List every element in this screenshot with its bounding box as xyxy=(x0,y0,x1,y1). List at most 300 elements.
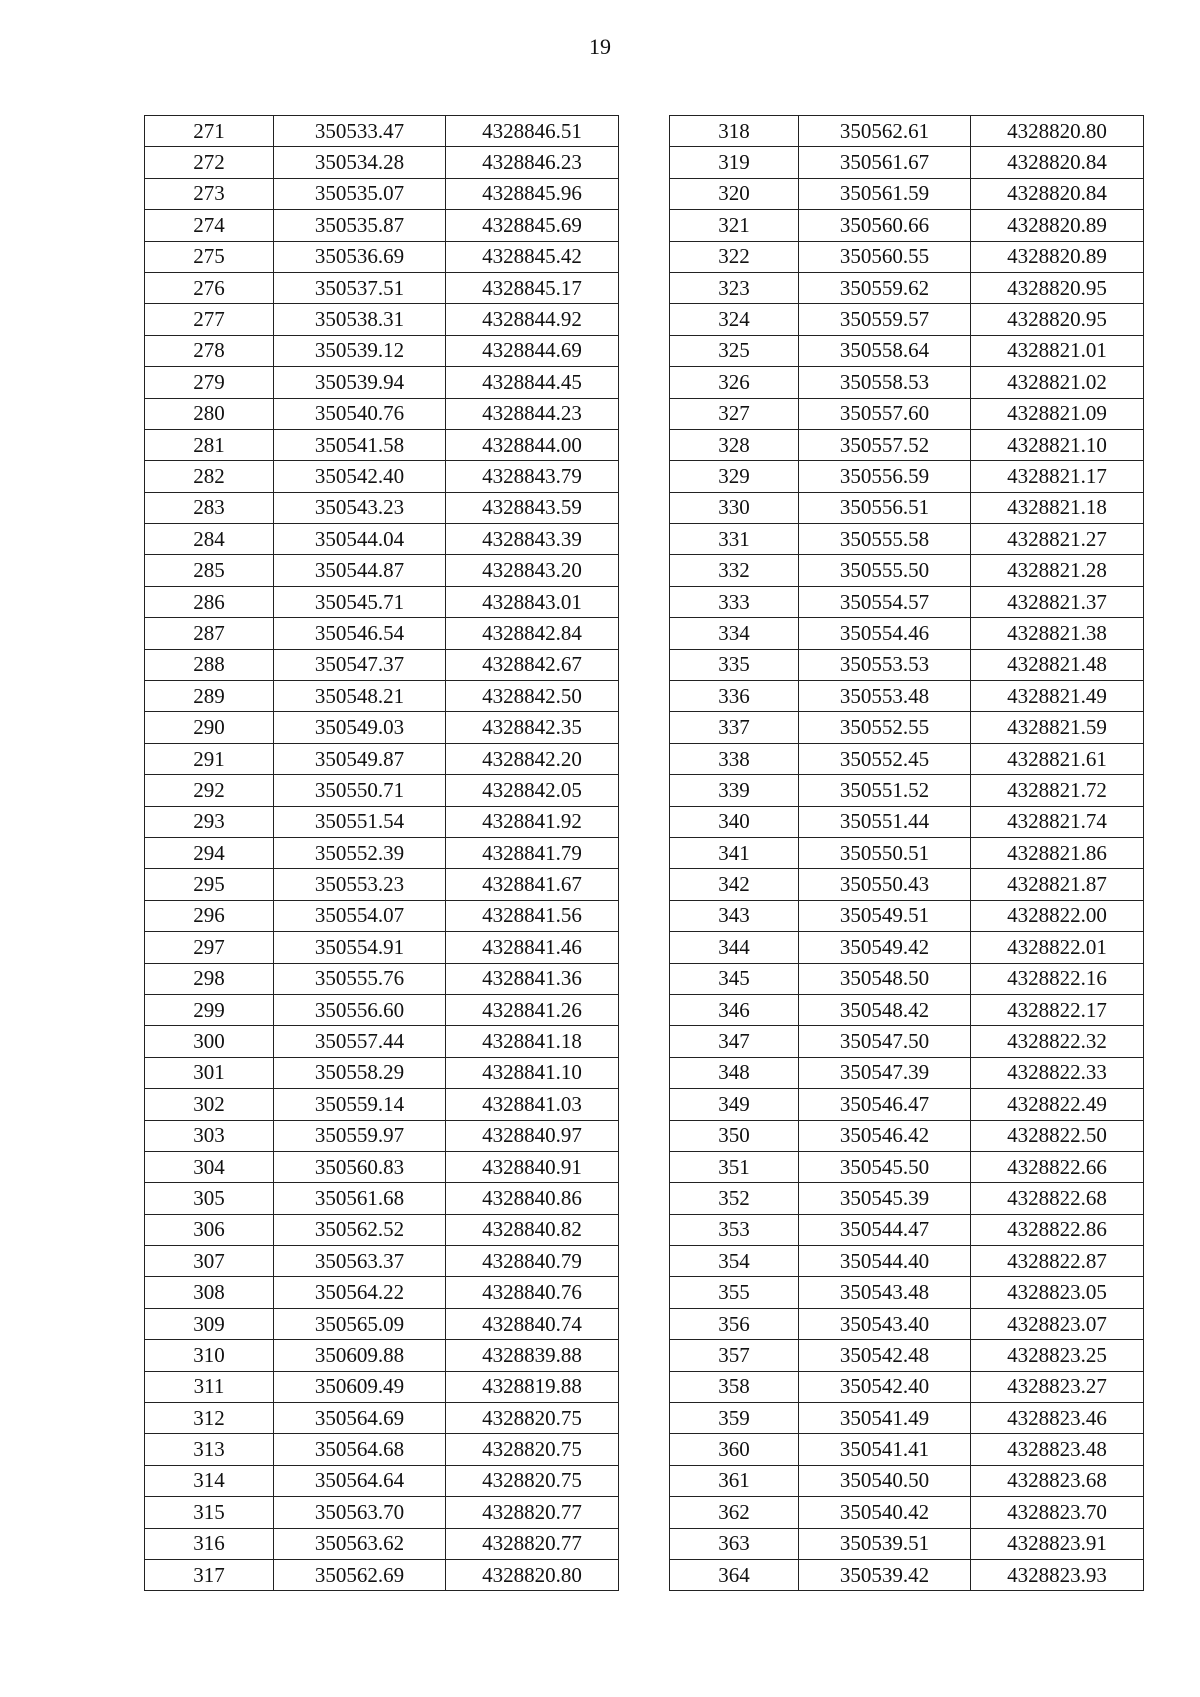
y-coordinate-cell: 4328821.48 xyxy=(971,649,1144,680)
point-number-cell: 293 xyxy=(145,806,274,837)
point-number-cell: 296 xyxy=(145,900,274,931)
table-row xyxy=(670,1559,1144,1590)
y-coordinate-cell: 4328841.26 xyxy=(446,994,619,1025)
y-coordinate-cell: 4328841.92 xyxy=(446,806,619,837)
x-coordinate-cell: 350560.55 xyxy=(799,241,971,272)
table-row xyxy=(145,743,619,774)
x-coordinate-cell: 350542.40 xyxy=(799,1371,971,1402)
x-coordinate-cell: 350561.67 xyxy=(799,147,971,178)
point-number-cell: 295 xyxy=(145,869,274,900)
x-coordinate-cell: 350546.47 xyxy=(799,1089,971,1120)
x-coordinate-cell: 350535.07 xyxy=(274,178,446,209)
y-coordinate-cell: 4328842.05 xyxy=(446,775,619,806)
table-row xyxy=(670,1057,1144,1088)
x-coordinate-cell: 350540.76 xyxy=(274,398,446,429)
y-coordinate-cell: 4328845.17 xyxy=(446,272,619,303)
x-coordinate-cell: 350553.23 xyxy=(274,869,446,900)
y-coordinate-cell: 4328822.49 xyxy=(971,1089,1144,1120)
table-row xyxy=(670,837,1144,868)
x-coordinate-cell: 350563.70 xyxy=(274,1497,446,1528)
x-coordinate-cell: 350549.87 xyxy=(274,743,446,774)
table-row xyxy=(145,900,619,931)
x-coordinate-cell: 350561.68 xyxy=(274,1183,446,1214)
point-number-cell: 289 xyxy=(145,681,274,712)
y-coordinate-cell: 4328820.95 xyxy=(971,272,1144,303)
table-row xyxy=(670,398,1144,429)
y-coordinate-cell: 4328822.66 xyxy=(971,1151,1144,1182)
point-number-cell: 342 xyxy=(670,869,799,900)
table-row xyxy=(670,1308,1144,1339)
y-coordinate-cell: 4328842.50 xyxy=(446,681,619,712)
point-number-cell: 329 xyxy=(670,461,799,492)
table-row xyxy=(145,1246,619,1277)
y-coordinate-cell: 4328840.76 xyxy=(446,1277,619,1308)
x-coordinate-cell: 350559.57 xyxy=(799,304,971,335)
x-coordinate-cell: 350552.39 xyxy=(274,837,446,868)
table-row xyxy=(145,1057,619,1088)
point-number-cell: 355 xyxy=(670,1277,799,1308)
table-row xyxy=(145,618,619,649)
table-row xyxy=(145,1183,619,1214)
x-coordinate-cell: 350557.52 xyxy=(799,429,971,460)
y-coordinate-cell: 4328823.93 xyxy=(971,1559,1144,1590)
table-row xyxy=(145,272,619,303)
x-coordinate-cell: 350557.60 xyxy=(799,398,971,429)
x-coordinate-cell: 350551.44 xyxy=(799,806,971,837)
y-coordinate-cell: 4328823.68 xyxy=(971,1465,1144,1496)
x-coordinate-cell: 350543.48 xyxy=(799,1277,971,1308)
y-coordinate-cell: 4328843.20 xyxy=(446,555,619,586)
point-number-cell: 325 xyxy=(670,335,799,366)
y-coordinate-cell: 4328820.84 xyxy=(971,178,1144,209)
point-number-cell: 332 xyxy=(670,555,799,586)
table-row xyxy=(145,1277,619,1308)
x-coordinate-cell: 350543.40 xyxy=(799,1308,971,1339)
table-row xyxy=(145,994,619,1025)
point-number-cell: 276 xyxy=(145,272,274,303)
table-row xyxy=(670,712,1144,743)
table-row xyxy=(670,681,1144,712)
y-coordinate-cell: 4328840.91 xyxy=(446,1151,619,1182)
point-number-cell: 357 xyxy=(670,1340,799,1371)
x-coordinate-cell: 350539.51 xyxy=(799,1528,971,1559)
table-row xyxy=(670,178,1144,209)
y-coordinate-cell: 4328821.27 xyxy=(971,524,1144,555)
y-coordinate-cell: 4328840.79 xyxy=(446,1246,619,1277)
table-row xyxy=(670,116,1144,147)
table-row xyxy=(145,681,619,712)
point-number-cell: 336 xyxy=(670,681,799,712)
y-coordinate-cell: 4328823.07 xyxy=(971,1308,1144,1339)
table-row xyxy=(670,1340,1144,1371)
point-number-cell: 305 xyxy=(145,1183,274,1214)
y-coordinate-cell: 4328823.25 xyxy=(971,1340,1144,1371)
point-number-cell: 272 xyxy=(145,147,274,178)
y-coordinate-cell: 4328844.45 xyxy=(446,367,619,398)
table-row xyxy=(670,241,1144,272)
point-number-cell: 341 xyxy=(670,837,799,868)
point-number-cell: 363 xyxy=(670,1528,799,1559)
table-row xyxy=(145,869,619,900)
y-coordinate-cell: 4328845.42 xyxy=(446,241,619,272)
table-row xyxy=(145,1434,619,1465)
x-coordinate-cell: 350536.69 xyxy=(274,241,446,272)
table-row xyxy=(670,147,1144,178)
table-row xyxy=(670,1246,1144,1277)
point-number-cell: 327 xyxy=(670,398,799,429)
point-number-cell: 343 xyxy=(670,900,799,931)
y-coordinate-cell: 4328840.86 xyxy=(446,1183,619,1214)
table-row xyxy=(145,1403,619,1434)
table-row xyxy=(670,963,1144,994)
y-coordinate-cell: 4328821.38 xyxy=(971,618,1144,649)
point-number-cell: 300 xyxy=(145,1026,274,1057)
x-coordinate-cell: 350548.50 xyxy=(799,963,971,994)
point-number-cell: 323 xyxy=(670,272,799,303)
table-row xyxy=(670,524,1144,555)
x-coordinate-cell: 350551.54 xyxy=(274,806,446,837)
point-number-cell: 284 xyxy=(145,524,274,555)
point-number-cell: 351 xyxy=(670,1151,799,1182)
y-coordinate-cell: 4328821.72 xyxy=(971,775,1144,806)
point-number-cell: 312 xyxy=(145,1403,274,1434)
point-number-cell: 281 xyxy=(145,429,274,460)
table-row xyxy=(670,1528,1144,1559)
table-row xyxy=(145,429,619,460)
y-coordinate-cell: 4328843.01 xyxy=(446,586,619,617)
x-coordinate-cell: 350556.59 xyxy=(799,461,971,492)
table-row xyxy=(145,963,619,994)
y-coordinate-cell: 4328821.17 xyxy=(971,461,1144,492)
point-number-cell: 352 xyxy=(670,1183,799,1214)
point-number-cell: 320 xyxy=(670,178,799,209)
x-coordinate-cell: 350555.76 xyxy=(274,963,446,994)
y-coordinate-cell: 4328841.56 xyxy=(446,900,619,931)
x-coordinate-cell: 350562.61 xyxy=(799,116,971,147)
point-number-cell: 275 xyxy=(145,241,274,272)
table-row xyxy=(670,994,1144,1025)
y-coordinate-cell: 4328843.79 xyxy=(446,461,619,492)
table-row xyxy=(670,335,1144,366)
x-coordinate-cell: 350555.58 xyxy=(799,524,971,555)
y-coordinate-cell: 4328844.00 xyxy=(446,429,619,460)
coordinates-table-right xyxy=(669,115,1144,1591)
point-number-cell: 290 xyxy=(145,712,274,743)
y-coordinate-cell: 4328821.59 xyxy=(971,712,1144,743)
y-coordinate-cell: 4328840.97 xyxy=(446,1120,619,1151)
point-number-cell: 313 xyxy=(145,1434,274,1465)
point-number-cell: 280 xyxy=(145,398,274,429)
x-coordinate-cell: 350559.62 xyxy=(799,272,971,303)
x-coordinate-cell: 350560.83 xyxy=(274,1151,446,1182)
y-coordinate-cell: 4328821.02 xyxy=(971,367,1144,398)
y-coordinate-cell: 4328820.80 xyxy=(446,1559,619,1590)
table-row xyxy=(145,367,619,398)
point-number-cell: 328 xyxy=(670,429,799,460)
point-number-cell: 285 xyxy=(145,555,274,586)
y-coordinate-cell: 4328846.51 xyxy=(446,116,619,147)
x-coordinate-cell: 350554.46 xyxy=(799,618,971,649)
table-row xyxy=(670,1497,1144,1528)
point-number-cell: 271 xyxy=(145,116,274,147)
table-row xyxy=(145,1089,619,1120)
y-coordinate-cell: 4328822.87 xyxy=(971,1246,1144,1277)
table-row xyxy=(145,492,619,523)
point-number-cell: 311 xyxy=(145,1371,274,1402)
table-row xyxy=(145,524,619,555)
x-coordinate-cell: 350535.87 xyxy=(274,210,446,241)
x-coordinate-cell: 350547.50 xyxy=(799,1026,971,1057)
y-coordinate-cell: 4328823.05 xyxy=(971,1277,1144,1308)
x-coordinate-cell: 350609.88 xyxy=(274,1340,446,1371)
x-coordinate-cell: 350539.12 xyxy=(274,335,446,366)
point-number-cell: 346 xyxy=(670,994,799,1025)
point-number-cell: 298 xyxy=(145,963,274,994)
point-number-cell: 317 xyxy=(145,1559,274,1590)
y-coordinate-cell: 4328822.01 xyxy=(971,932,1144,963)
point-number-cell: 361 xyxy=(670,1465,799,1496)
y-coordinate-cell: 4328821.86 xyxy=(971,837,1144,868)
x-coordinate-cell: 350556.60 xyxy=(274,994,446,1025)
y-coordinate-cell: 4328821.49 xyxy=(971,681,1144,712)
point-number-cell: 354 xyxy=(670,1246,799,1277)
x-coordinate-cell: 350562.69 xyxy=(274,1559,446,1590)
point-number-cell: 322 xyxy=(670,241,799,272)
x-coordinate-cell: 350609.49 xyxy=(274,1371,446,1402)
point-number-cell: 339 xyxy=(670,775,799,806)
point-number-cell: 331 xyxy=(670,524,799,555)
table-row xyxy=(145,335,619,366)
point-number-cell: 347 xyxy=(670,1026,799,1057)
point-number-cell: 319 xyxy=(670,147,799,178)
y-coordinate-cell: 4328821.37 xyxy=(971,586,1144,617)
y-coordinate-cell: 4328843.59 xyxy=(446,492,619,523)
x-coordinate-cell: 350558.53 xyxy=(799,367,971,398)
x-coordinate-cell: 350547.39 xyxy=(799,1057,971,1088)
x-coordinate-cell: 350542.48 xyxy=(799,1340,971,1371)
table-row xyxy=(670,743,1144,774)
table-row xyxy=(670,1089,1144,1120)
y-coordinate-cell: 4328820.77 xyxy=(446,1497,619,1528)
point-number-cell: 303 xyxy=(145,1120,274,1151)
y-coordinate-cell: 4328841.79 xyxy=(446,837,619,868)
point-number-cell: 348 xyxy=(670,1057,799,1088)
x-coordinate-cell: 350539.42 xyxy=(799,1559,971,1590)
table-row xyxy=(145,1026,619,1057)
point-number-cell: 294 xyxy=(145,837,274,868)
x-coordinate-cell: 350541.49 xyxy=(799,1403,971,1434)
x-coordinate-cell: 350544.87 xyxy=(274,555,446,586)
y-coordinate-cell: 4328821.01 xyxy=(971,335,1144,366)
y-coordinate-cell: 4328841.67 xyxy=(446,869,619,900)
point-number-cell: 301 xyxy=(145,1057,274,1088)
point-number-cell: 287 xyxy=(145,618,274,649)
y-coordinate-cell: 4328822.00 xyxy=(971,900,1144,931)
x-coordinate-cell: 350551.52 xyxy=(799,775,971,806)
table-row xyxy=(145,712,619,743)
x-coordinate-cell: 350545.50 xyxy=(799,1151,971,1182)
point-number-cell: 291 xyxy=(145,743,274,774)
table-row xyxy=(145,932,619,963)
y-coordinate-cell: 4328820.77 xyxy=(446,1528,619,1559)
point-number-cell: 292 xyxy=(145,775,274,806)
point-number-cell: 297 xyxy=(145,932,274,963)
y-coordinate-cell: 4328841.36 xyxy=(446,963,619,994)
point-number-cell: 274 xyxy=(145,210,274,241)
x-coordinate-cell: 350549.03 xyxy=(274,712,446,743)
table-row xyxy=(670,806,1144,837)
point-number-cell: 288 xyxy=(145,649,274,680)
y-coordinate-cell: 4328822.50 xyxy=(971,1120,1144,1151)
point-number-cell: 299 xyxy=(145,994,274,1025)
table-row xyxy=(670,304,1144,335)
point-number-cell: 282 xyxy=(145,461,274,492)
table-row xyxy=(670,586,1144,617)
y-coordinate-cell: 4328844.23 xyxy=(446,398,619,429)
x-coordinate-cell: 350564.68 xyxy=(274,1434,446,1465)
point-number-cell: 335 xyxy=(670,649,799,680)
x-coordinate-cell: 350554.91 xyxy=(274,932,446,963)
point-number-cell: 349 xyxy=(670,1089,799,1120)
point-number-cell: 304 xyxy=(145,1151,274,1182)
y-coordinate-cell: 4328843.39 xyxy=(446,524,619,555)
point-number-cell: 360 xyxy=(670,1434,799,1465)
point-number-cell: 279 xyxy=(145,367,274,398)
table-row xyxy=(670,1434,1144,1465)
y-coordinate-cell: 4328820.89 xyxy=(971,241,1144,272)
table-row xyxy=(145,178,619,209)
x-coordinate-cell: 350534.28 xyxy=(274,147,446,178)
point-number-cell: 307 xyxy=(145,1246,274,1277)
table-row xyxy=(145,116,619,147)
y-coordinate-cell: 4328839.88 xyxy=(446,1340,619,1371)
y-coordinate-cell: 4328840.82 xyxy=(446,1214,619,1245)
x-coordinate-cell: 350550.71 xyxy=(274,775,446,806)
table-row xyxy=(145,210,619,241)
table-row xyxy=(670,1277,1144,1308)
table-row xyxy=(670,272,1144,303)
point-number-cell: 350 xyxy=(670,1120,799,1151)
y-coordinate-cell: 4328841.03 xyxy=(446,1089,619,1120)
x-coordinate-cell: 350550.43 xyxy=(799,869,971,900)
y-coordinate-cell: 4328820.75 xyxy=(446,1403,619,1434)
point-number-cell: 278 xyxy=(145,335,274,366)
x-coordinate-cell: 350548.21 xyxy=(274,681,446,712)
y-coordinate-cell: 4328845.96 xyxy=(446,178,619,209)
y-coordinate-cell: 4328823.27 xyxy=(971,1371,1144,1402)
table-row xyxy=(145,1371,619,1402)
y-coordinate-cell: 4328822.86 xyxy=(971,1214,1144,1245)
table-row xyxy=(670,1403,1144,1434)
table-row xyxy=(670,1026,1144,1057)
table-row xyxy=(145,461,619,492)
point-number-cell: 309 xyxy=(145,1308,274,1339)
table-row xyxy=(670,649,1144,680)
point-number-cell: 308 xyxy=(145,1277,274,1308)
point-number-cell: 362 xyxy=(670,1497,799,1528)
x-coordinate-cell: 350537.51 xyxy=(274,272,446,303)
point-number-cell: 283 xyxy=(145,492,274,523)
table-row xyxy=(670,1120,1144,1151)
point-number-cell: 340 xyxy=(670,806,799,837)
table-row xyxy=(670,900,1144,931)
y-coordinate-cell: 4328823.46 xyxy=(971,1403,1144,1434)
y-coordinate-cell: 4328821.09 xyxy=(971,398,1144,429)
y-coordinate-cell: 4328842.67 xyxy=(446,649,619,680)
table-row xyxy=(145,1465,619,1496)
point-number-cell: 306 xyxy=(145,1214,274,1245)
y-coordinate-cell: 4328822.16 xyxy=(971,963,1144,994)
point-number-cell: 337 xyxy=(670,712,799,743)
point-number-cell: 364 xyxy=(670,1559,799,1590)
table-row xyxy=(145,1497,619,1528)
y-coordinate-cell: 4328821.10 xyxy=(971,429,1144,460)
point-number-cell: 321 xyxy=(670,210,799,241)
y-coordinate-cell: 4328820.84 xyxy=(971,147,1144,178)
y-coordinate-cell: 4328823.70 xyxy=(971,1497,1144,1528)
table-row xyxy=(145,837,619,868)
point-number-cell: 330 xyxy=(670,492,799,523)
point-number-cell: 359 xyxy=(670,1403,799,1434)
x-coordinate-cell: 350559.97 xyxy=(274,1120,446,1151)
y-coordinate-cell: 4328820.89 xyxy=(971,210,1144,241)
table-row xyxy=(670,1183,1144,1214)
table-row xyxy=(145,398,619,429)
y-coordinate-cell: 4328821.87 xyxy=(971,869,1144,900)
x-coordinate-cell: 350558.29 xyxy=(274,1057,446,1088)
x-coordinate-cell: 350561.59 xyxy=(799,178,971,209)
table-row xyxy=(145,1214,619,1245)
table-row xyxy=(145,649,619,680)
y-coordinate-cell: 4328823.48 xyxy=(971,1434,1144,1465)
table-row xyxy=(145,586,619,617)
table-row xyxy=(145,241,619,272)
point-number-cell: 273 xyxy=(145,178,274,209)
table-row xyxy=(670,429,1144,460)
x-coordinate-cell: 350552.55 xyxy=(799,712,971,743)
x-coordinate-cell: 350558.64 xyxy=(799,335,971,366)
y-coordinate-cell: 4328821.61 xyxy=(971,743,1144,774)
x-coordinate-cell: 350545.71 xyxy=(274,586,446,617)
point-number-cell: 324 xyxy=(670,304,799,335)
y-coordinate-cell: 4328822.32 xyxy=(971,1026,1144,1057)
y-coordinate-cell: 4328822.17 xyxy=(971,994,1144,1025)
x-coordinate-cell: 350543.23 xyxy=(274,492,446,523)
y-coordinate-cell: 4328841.46 xyxy=(446,932,619,963)
table-row xyxy=(145,555,619,586)
x-coordinate-cell: 350563.62 xyxy=(274,1528,446,1559)
y-coordinate-cell: 4328820.75 xyxy=(446,1434,619,1465)
table-row xyxy=(145,1308,619,1339)
x-coordinate-cell: 350542.40 xyxy=(274,461,446,492)
table-row xyxy=(145,806,619,837)
x-coordinate-cell: 350545.39 xyxy=(799,1183,971,1214)
x-coordinate-cell: 350553.48 xyxy=(799,681,971,712)
table-row xyxy=(670,210,1144,241)
x-coordinate-cell: 350533.47 xyxy=(274,116,446,147)
y-coordinate-cell: 4328842.20 xyxy=(446,743,619,774)
y-coordinate-cell: 4328821.74 xyxy=(971,806,1144,837)
y-coordinate-cell: 4328846.23 xyxy=(446,147,619,178)
x-coordinate-cell: 350544.47 xyxy=(799,1214,971,1245)
y-coordinate-cell: 4328823.91 xyxy=(971,1528,1144,1559)
table-row xyxy=(670,869,1144,900)
x-coordinate-cell: 350554.57 xyxy=(799,586,971,617)
x-coordinate-cell: 350565.09 xyxy=(274,1308,446,1339)
x-coordinate-cell: 350550.51 xyxy=(799,837,971,868)
x-coordinate-cell: 350560.66 xyxy=(799,210,971,241)
y-coordinate-cell: 4328822.68 xyxy=(971,1183,1144,1214)
